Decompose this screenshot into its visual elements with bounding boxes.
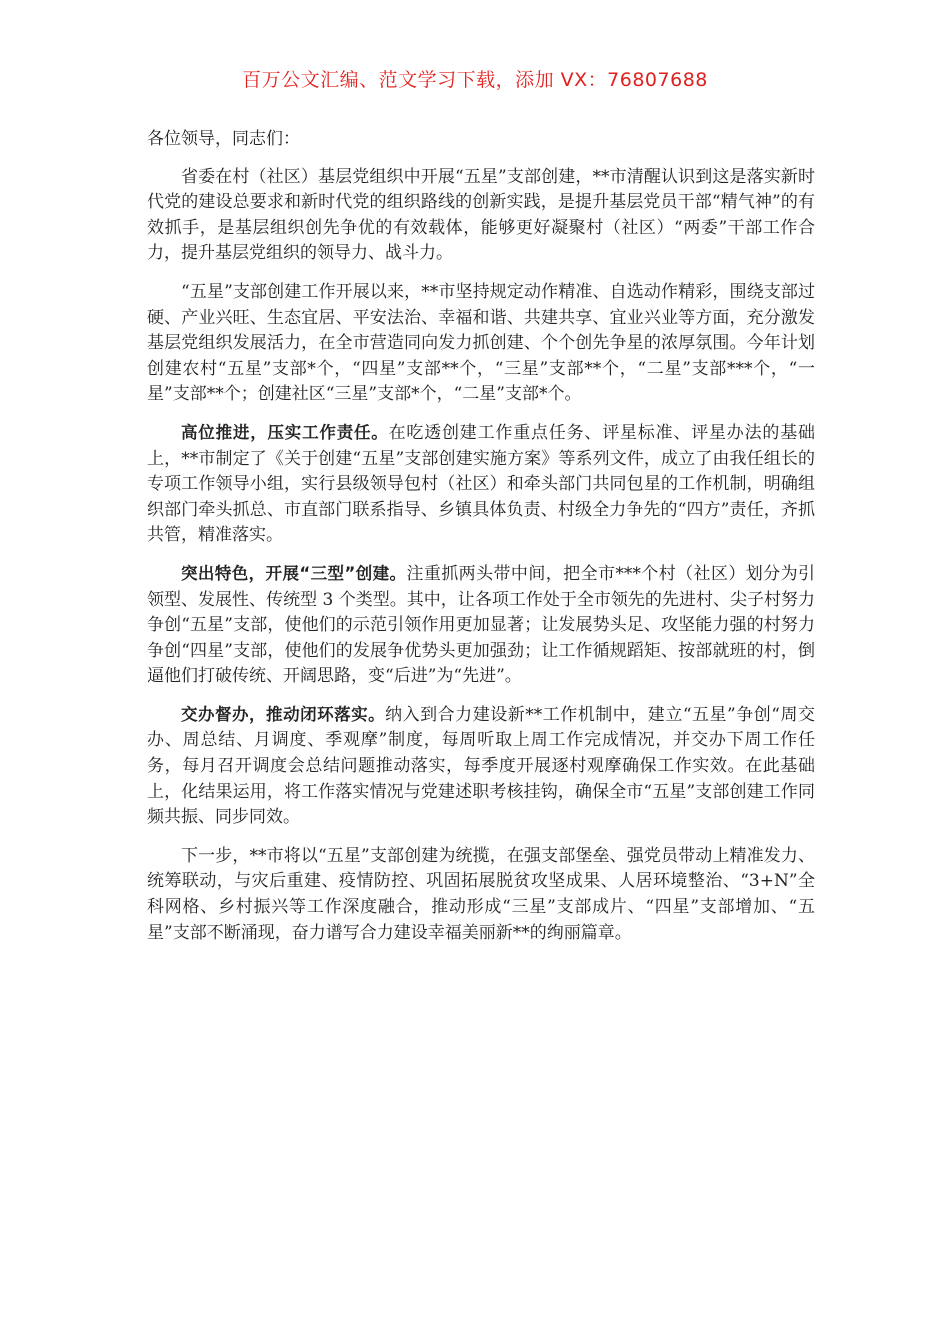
paragraph-text: 在吃透创建工作重点任务、评星标准、评星办法的基础上，**市制定了《关于创建“五星”支部创建实施方案》等系列文件，成立了由我任组长的专项工作领导小组，实行县级领导包村（社区）和牵头部门共同包星的工作机制，明确组织部门牵头抓总、市直部门联系指导、乡镇具体负责、村级全力争先的“四方”责任，齐抓共管，精准落实。 <box>147 422 816 546</box>
paragraph-text: 下一步，**市将以“五星”支部创建为统揽，在强支部堡垒、强党员带动上精准发力、统筹联动，与灾后重建、疫情防控、巩固拓展脱贫攻坚成果、人居环境整治、“3+N”全科网格、乡村振兴等工作深度融合，推动形成“三星”支部成片、“四星”支部增加、“五星”支部不断涌现，奋力谱写合力建设幸福美丽新**的绚丽篇章。 <box>147 845 815 943</box>
document-body <box>147 127 815 958</box>
paragraph <box>147 420 815 549</box>
paragraph-text: 注重抓两头带中间，把全市***个村（社区）划分为引领型、发展性、传统型 3 个类型。其中，让各项工作处于全市领先的先进村、尖子村努力争创“五星”支部，使他们的示范引领作用更加显著；让发展势头足、攻坚能力强的村努力争创“四星”支部，使他们的发展争优势头更加强劲；让工作循规蹈矩、按部就班的村，倒逼他们打破传统、开阔思路，变“后进”为“先进”。 <box>147 563 815 687</box>
paragraph-text: “五星”支部创建工作开展以来，**市坚持规定动作精准、自选动作精彩，围绕支部过硬、产业兴旺、生态宜居、平安法治、幸福和谐、共建共享、宜业兴业等方面，充分激发基层党组织发展活力，在全市营造同向发力抓创建、个个创先争星的浓厚氛围。今年计划创建农村“五星”支部*个，“四星”支部**个，“三星”支部**个，“二星”支部***个，“一星”支部**个；创建社区“三星”支部*个，“二星”支部*个。 <box>147 281 815 405</box>
paragraph-text: 纳入到合力建设新**工作机制中，建立“五星”争创“周交办、周总结、月调度、季观摩”制度，每周听取上周工作完成情况，并交办下周工作任务，每月召开调度会总结问题推动落实，每季度开展逐村观摩确保工作实效。在此基础上，化结果运用，将工作落实情况与党建述职考核挂钩，确保全市“五星”支部创建工作同频共振、同步同效。 <box>147 704 815 828</box>
paragraph-heading: 突出特色，开展“三型”创建。 <box>181 563 407 583</box>
salutation: 各位领导，同志们： <box>147 129 300 149</box>
paragraph <box>147 561 815 690</box>
paragraph-heading: 高位推进，压实工作责任。 <box>181 422 389 442</box>
paragraph-heading: 交办督办，推动闭环落实。 <box>181 704 386 724</box>
paragraph <box>147 164 815 267</box>
header-banner: 百万公文汇编、范文学习下载，添加 VX：76807688 <box>242 69 708 91</box>
paragraph <box>147 279 815 408</box>
paragraph-text: 省委在村（社区）基层党组织中开展“五星”支部创建，**市清醒认识到这是落实新时代党的建设总要求和新时代党的组织路线的创新实践，是提升基层党员干部“精气神”的有效抓手，是基层组织创先争优的有效载体，能够更好凝聚村（社区）“两委”干部工作合力，提升基层党组织的领导力、战斗力。 <box>147 166 815 264</box>
paragraph <box>147 702 815 831</box>
paragraph <box>147 843 815 946</box>
